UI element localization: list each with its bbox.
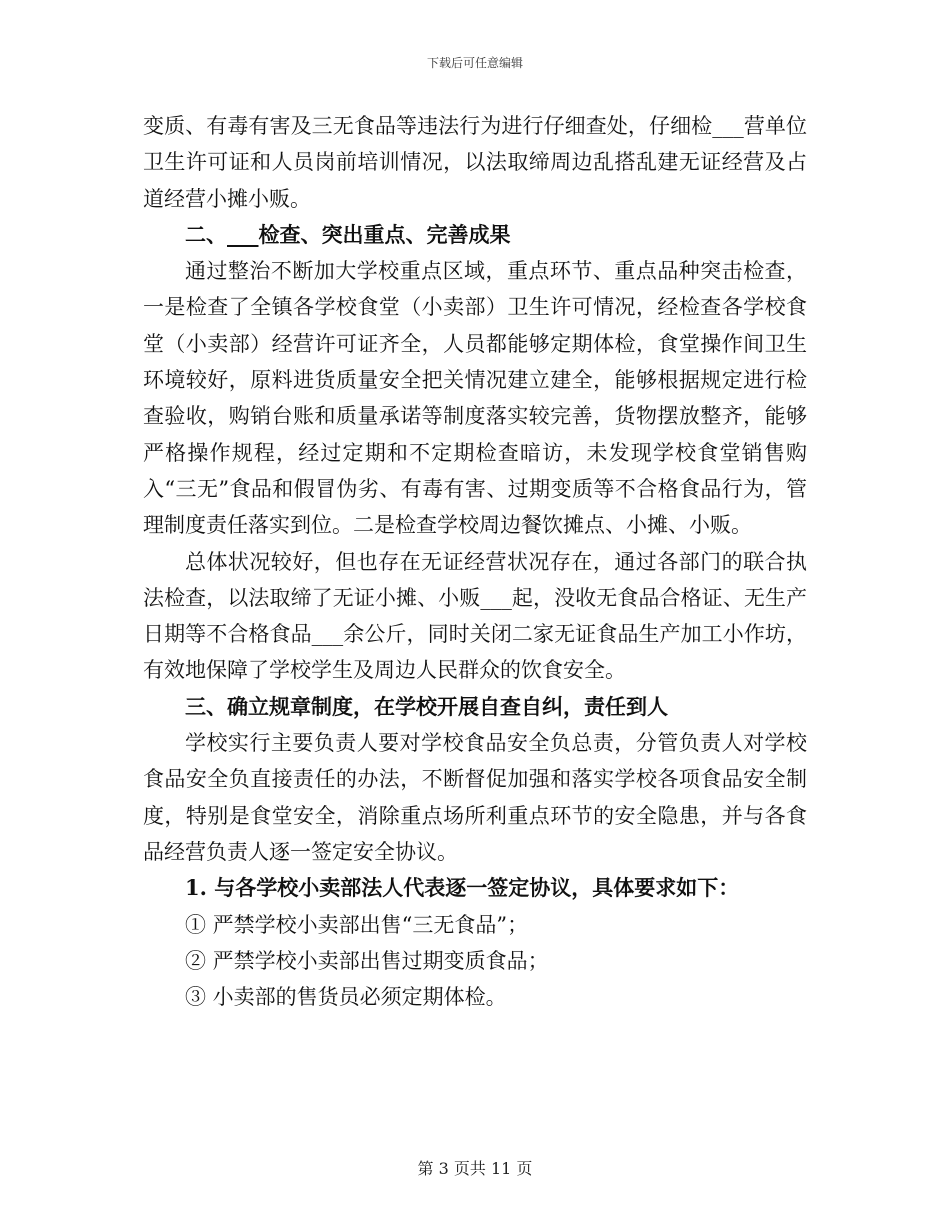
list-item: ③ 小卖部的售货员必须定期体检。 xyxy=(185,985,507,1010)
section-heading-3: 三、确立规章制度，在学校开展自查自纠，责任到人 xyxy=(185,693,668,719)
list-item: ② 严禁学校小卖部出售过期变质食品； xyxy=(185,948,549,973)
document-body xyxy=(143,108,807,1015)
page-header: 下载后可任意编辑 xyxy=(426,56,523,70)
paragraph-responsibility: 学校实行主要负责人要对学校食品安全负总责，分管负责人对学校食品安全负直接责任的办法，不断督促加强和落实学校各项食品安全制度，特别是食堂安全，消除重点场所利重点环节的安全隐患，并与各食品经营负责人逐一签定安全协议。 xyxy=(143,731,807,864)
page-footer: 第 3 页共 11 页 xyxy=(417,1159,533,1178)
section-heading-2: 二、___检查、突出重点、完善成果 xyxy=(185,221,511,247)
list-item: ① 严禁学校小卖部出售“三无食品”； xyxy=(185,912,529,937)
subheading-agreement: 1. 与各学校小卖部法人代表逐一签定协议，具体要求如下： xyxy=(185,875,740,901)
paragraph-summary: 总体状况较好，但也存在无证经营状况存在，通过各部门的联合执法检查，以法取缔了无证小摊、小贩___起，没收无食品合格证、无生产日期等不合格食品___余公斤，同时关闭二家无证食品生产加工小作坊，有效地保障了学校学生及周边人民群众的饮食安全。 xyxy=(143,549,807,683)
paragraph-inspection: 通过整治不断加大学校重点区域，重点环节、重点品种突击检查，一是检查了全镇各学校食堂（小卖部）卫生许可情况，经检查各学校食堂（小卖部）经营许可证齐全，人员都能够定期体检，食堂操作间卫生环境较好，原料进货质量安全把关情况建立建全，能够根据规定进行检查验收，购销台账和质量承诺等制度落实较完善，货物摆放整齐，能够严格操作规程，经过定期和不定期检查暗访，未发现学校食堂销售购入“三无”食品和假冒伪劣、有毒有害、过期变质等不合格食品行为，管理制度责任落实到位。二是检查学校周边餐饮摊点、小摊、小贩。 xyxy=(143,259,807,538)
paragraph-continuation: 变质、有毒有害及三无食品等违法行为进行仔细查处，仔细检___营单位卫生许可证和人员岗前培训情况，以法取缔周边乱搭乱建无证经营及占道经营小摊小贩。 xyxy=(143,114,807,211)
